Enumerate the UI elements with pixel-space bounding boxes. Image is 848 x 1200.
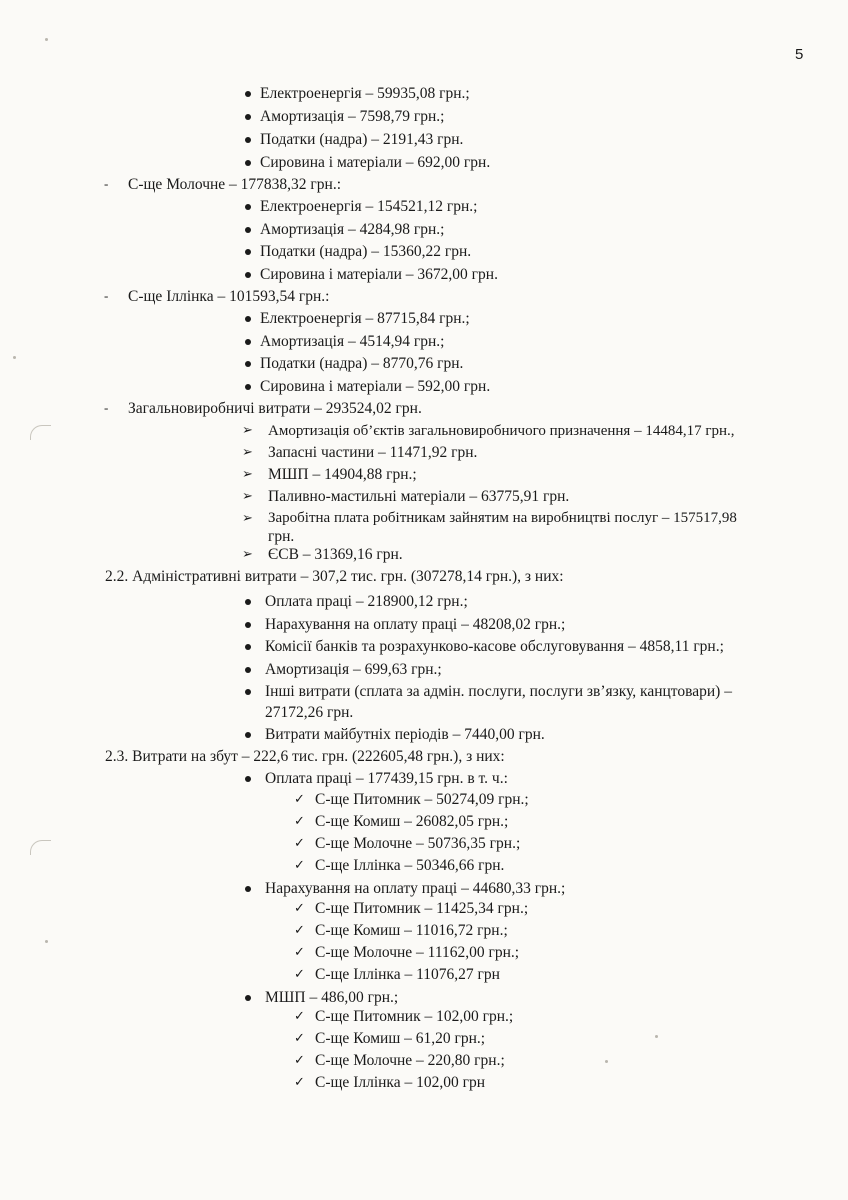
sub-list-item: С-ще Іллінка – 50346,66 грн. (315, 857, 505, 874)
bullet-icon (245, 272, 251, 278)
scan-artifact (30, 425, 51, 440)
list-item: Сировина і матеріали – 3672,00 грн. (260, 266, 498, 283)
sub-list-item: С-ще Комиш – 61,20 грн.; (315, 1030, 486, 1047)
list-item: Амортизація – 4284,98 грн.; (260, 221, 445, 238)
sub-list-item: С-ще Молочне – 50736,35 грн.; (315, 835, 521, 852)
section-heading: 2.2. Адміністративні витрати – 307,2 тис. грн. (307278,14 грн.), з них: (105, 568, 564, 585)
scan-speck (45, 38, 48, 41)
bullet-icon (245, 316, 251, 322)
scan-speck (605, 1060, 608, 1063)
list-item: Податки (надра) – 15360,22 грн. (260, 243, 472, 260)
section-heading: С-ще Молочне – 177838,32 грн.: (128, 176, 342, 193)
arrow-marker: ➢ (242, 546, 253, 561)
list-item: Оплата праці – 218900,12 грн.; (265, 593, 468, 610)
list-item: Амортизація об’єктів загальновиробничого призначення – 14484,17 грн., (268, 423, 735, 439)
check-marker: ✓ (294, 1052, 305, 1067)
check-marker: ✓ (294, 857, 305, 872)
sub-list-item: С-ще Комиш – 26082,05 грн.; (315, 813, 509, 830)
bullet-icon (245, 361, 251, 367)
list-item: МШП – 486,00 грн.; (265, 989, 399, 1006)
sub-list-item: С-ще Питомник – 102,00 грн.; (315, 1008, 514, 1025)
list-item: Нарахування на оплату праці – 44680,33 грн.; (265, 880, 566, 897)
list-item: Оплата праці – 177439,15 грн. в т. ч.: (265, 770, 508, 787)
check-marker: ✓ (294, 1074, 305, 1089)
list-item: Заробітна плата робітникам зайнятим на виробництві послуг – 157517,98 (268, 510, 737, 526)
list-item: Амортизація – 699,63 грн.; (265, 661, 442, 678)
arrow-marker: ➢ (242, 444, 253, 459)
section-heading: Загальновиробничі витрати – 293524,02 грн. (128, 400, 422, 417)
list-item: Витрати майбутніх періодів – 7440,00 грн. (265, 726, 545, 743)
sub-list-item: С-ще Іллінка – 102,00 грн (315, 1074, 486, 1091)
sub-list-item: С-ще Комиш – 11016,72 грн.; (315, 922, 508, 939)
arrow-marker: ➢ (242, 510, 253, 525)
bullet-icon (245, 732, 251, 738)
check-marker: ✓ (294, 1008, 305, 1023)
list-item: Інші витрати (сплата за адмін. послуги, послуги зв’язку, канцтовари) – (265, 683, 732, 700)
list-item: ЄСВ – 31369,16 грн. (268, 546, 403, 563)
list-item: Сировина і матеріали – 692,00 грн. (260, 154, 491, 171)
list-item: Електроенергія – 154521,12 грн.; (260, 198, 478, 215)
list-item: Комісії банків та розрахунково-касове обслуговування – 4858,11 грн.; (265, 638, 724, 655)
check-marker: ✓ (294, 966, 305, 981)
list-item: Електроенергія – 87715,84 грн.; (260, 310, 470, 327)
bullet-icon (245, 667, 251, 673)
bullet-icon (245, 689, 251, 695)
scan-speck (655, 1035, 658, 1038)
bullet-icon (245, 622, 251, 628)
sub-list-item: С-ще Питомник – 11425,34 грн.; (315, 900, 529, 917)
bullet-icon (245, 644, 251, 650)
list-item: Нарахування на оплату праці – 48208,02 грн.; (265, 616, 566, 633)
sub-list-item: С-ще Питомник – 50274,09 грн.; (315, 791, 529, 808)
sub-list-item: С-ще Іллінка – 11076,27 грн (315, 966, 500, 983)
list-item: Амортизація – 7598,79 грн.; (260, 108, 445, 125)
check-marker: ✓ (294, 944, 305, 959)
list-item: Сировина і матеріали – 592,00 грн. (260, 378, 491, 395)
list-item: Податки (надра) – 8770,76 грн. (260, 355, 464, 372)
list-item: Паливно-мастильні матеріали – 63775,91 грн. (268, 488, 570, 505)
scan-artifact (30, 840, 51, 855)
check-marker: ✓ (294, 835, 305, 850)
bullet-icon (245, 599, 251, 605)
bullet-icon (245, 339, 251, 345)
list-item-continuation: 27172,26 грн. (265, 704, 354, 721)
check-marker: ✓ (294, 900, 305, 915)
scan-speck (45, 940, 48, 943)
bullet-icon (245, 776, 251, 782)
dash-marker: - (104, 400, 109, 415)
bullet-icon (245, 114, 251, 120)
bullet-icon (245, 137, 251, 143)
page-number: 5 (795, 46, 804, 63)
list-item: Запасні частини – 11471,92 грн. (268, 444, 478, 461)
arrow-marker: ➢ (242, 422, 253, 437)
bullet-icon (245, 886, 251, 892)
check-marker: ✓ (294, 1030, 305, 1045)
arrow-marker: ➢ (242, 466, 253, 481)
scan-speck (13, 356, 16, 359)
check-marker: ✓ (294, 922, 305, 937)
list-item: Електроенергія – 59935,08 грн.; (260, 85, 470, 102)
check-marker: ✓ (294, 813, 305, 828)
sub-list-item: С-ще Молочне – 11162,00 грн.; (315, 944, 520, 961)
section-heading: 2.3. Витрати на збут – 222,6 тис. грн. (222605,48 грн.), з них: (105, 748, 505, 765)
bullet-icon (245, 995, 251, 1001)
bullet-icon (245, 91, 251, 97)
list-item-continuation: грн. (268, 528, 295, 545)
bullet-icon (245, 204, 251, 210)
check-marker: ✓ (294, 791, 305, 806)
section-heading: С-ще Іллінка – 101593,54 грн.: (128, 288, 330, 305)
sub-list-item: С-ще Молочне – 220,80 грн.; (315, 1052, 505, 1069)
bullet-icon (245, 384, 251, 390)
list-item: МШП – 14904,88 грн.; (268, 466, 417, 483)
bullet-icon (245, 249, 251, 255)
list-item: Податки (надра) – 2191,43 грн. (260, 131, 464, 148)
dash-marker: - (104, 176, 109, 191)
bullet-icon (245, 160, 251, 166)
arrow-marker: ➢ (242, 488, 253, 503)
bullet-icon (245, 227, 251, 233)
list-item: Амортизація – 4514,94 грн.; (260, 333, 445, 350)
dash-marker: - (104, 288, 109, 303)
